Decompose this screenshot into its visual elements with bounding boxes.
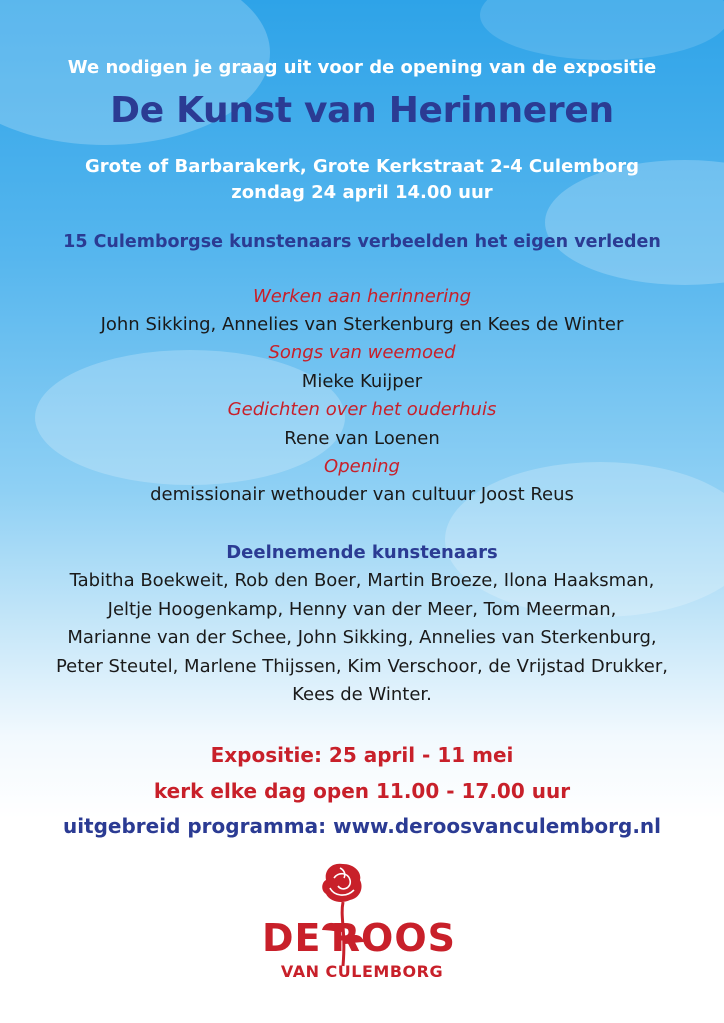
program-role: Werken aan herinnering: [252, 286, 472, 307]
program-names: John Sikking, Annelies van Sterkenburg en Kees de Winter: [100, 314, 624, 335]
program-url[interactable]: uitgebreid programma: www.deroosvanculemborg.nl: [62, 814, 662, 838]
program-role: Opening: [324, 456, 400, 477]
program-names: Rene van Loenen: [284, 428, 440, 449]
artists-heading: Deelnemende kunstenaars: [226, 542, 498, 563]
datetime-text: zondag 24 april 14.00 uur: [231, 182, 493, 203]
opening-hours: kerk elke dag open 11.00 - 17.00 uur: [153, 779, 571, 803]
program-role: Gedichten over het ouderhuis: [227, 399, 497, 420]
cloud-shape: [480, 0, 724, 60]
logo-subline: VAN CULEMBORG: [280, 962, 444, 981]
roos-logo: [262, 858, 462, 981]
logo-word-de: DE: [262, 916, 322, 960]
program-names: Mieke Kuijper: [301, 371, 423, 392]
program-role: Songs van weemoed: [268, 342, 456, 363]
location-text: Grote of Barbarakerk, Grote Kerkstraat 2-4 Culemborg: [84, 156, 640, 177]
artists-line: Marianne van der Schee, John Sikking, Annelies van Sterkenburg,: [67, 627, 657, 648]
exposition-dates: Expositie: 25 april - 11 mei: [210, 743, 514, 767]
artists-line: Tabitha Boekweit, Rob den Boer, Martin Broeze, Ilona Haaksman,: [69, 570, 655, 591]
program-names: demissionair wethouder van cultuur Joost Reus: [150, 484, 574, 505]
artists-line: Peter Steutel, Marlene Thijssen, Kim Verschoor, de Vrijstad Drukker,: [55, 656, 669, 677]
invite-text: We nodigen je graag uit voor de opening van de expositie: [67, 57, 657, 78]
page-title: De Kunst van Herinneren: [110, 90, 614, 131]
artists-line: Kees de Winter.: [292, 684, 432, 705]
cloud-shape: [545, 160, 724, 285]
subtitle-text: 15 Culemborgse kunstenaars verbeelden het eigen verleden: [63, 232, 661, 252]
logo-word-roos: ROOS: [330, 916, 456, 960]
artists-line: Jeltje Hoogenkamp, Henny van der Meer, Tom Meerman,: [107, 599, 617, 620]
